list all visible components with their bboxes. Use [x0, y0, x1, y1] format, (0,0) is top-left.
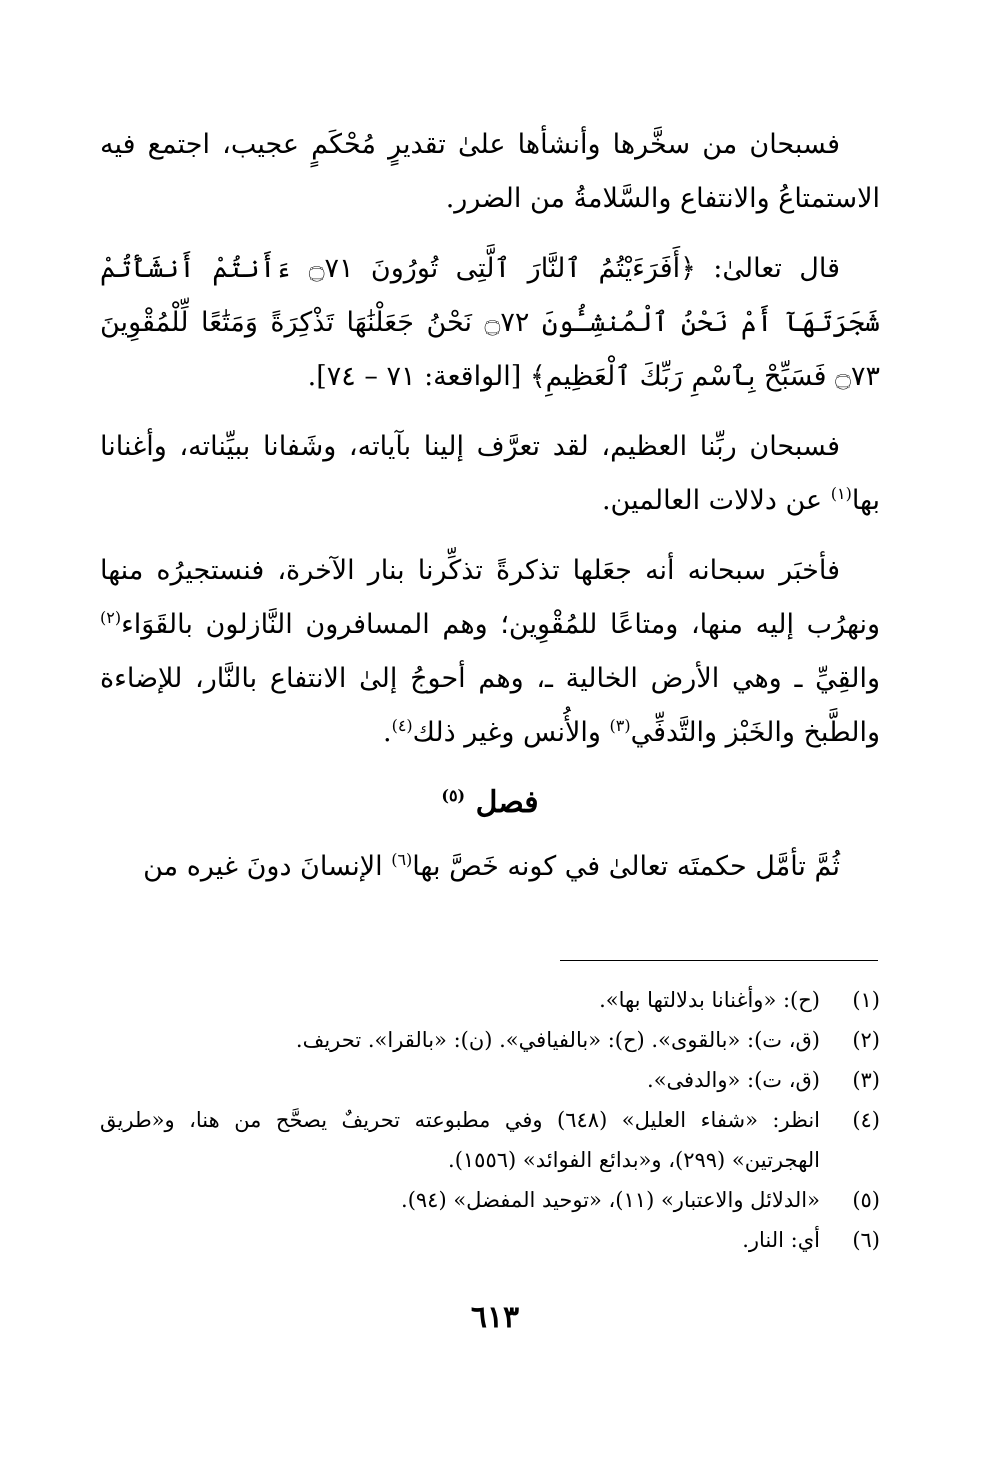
- paragraph: [100, 840, 880, 894]
- quran-quote-paragraph: [100, 242, 880, 404]
- footnote-number: (٥): [852, 1188, 880, 1212]
- paragraph: [100, 544, 880, 760]
- footnote-number: (٣): [852, 1068, 880, 1092]
- footnote-number: (٢): [852, 1028, 880, 1052]
- footnote-marker[interactable]: (٥): [441, 786, 466, 805]
- footnote-text: (ق، ت): «بالقوى». (ح): «بالفيافي». (ن): «بالقرا». تحريف.: [295, 1028, 820, 1052]
- footnote-text: أي: النار.: [742, 1228, 820, 1252]
- footnote-marker[interactable]: (١): [830, 484, 852, 503]
- paragraph: [100, 118, 880, 226]
- paragraph-text: والقِيِّ ـ وهي الأرض الخالية ـ، وهم أحوجُ إلىٰ الانتفاع بالنَّار، للإضاءة والطَّبخ والخَبْز والتَّدفِّي: [100, 663, 880, 748]
- paragraph: [100, 420, 880, 528]
- footnote-marker[interactable]: (٢): [100, 608, 122, 627]
- paragraph-text: فسبحان ربِّنا العظيم، لقد تعرَّف إلينا بآياته، وشَفانا ببيِّناته، وأغنانا بها: [100, 431, 880, 516]
- paragraph-text: الإنسانَ دونَ غيره من: [143, 851, 392, 882]
- paragraph-text: فسبحان من سخَّرها وأنشأها علىٰ تقديرٍ مُحْكَمٍ عجيب، اجتمع فيه الاستمتاعُ والانتفاع والسَّلامةُ من الضرر.: [100, 129, 880, 214]
- footnote-marker[interactable]: (٦): [391, 850, 413, 869]
- paragraph-text: فأخبَر سبحانه أنه جعَلها تذكرةً تذكِّرنا بنار الآخرة، فنستجيرُه منها ونهرُب إليه منها، ومتاعًا للمُقْوِين؛ وهم المسافرون النَّازلون بالقَوَاء: [100, 555, 880, 640]
- footnote-number: (٤): [852, 1108, 880, 1132]
- paragraph-text: عن دلالات العالمين.: [601, 485, 831, 516]
- section-heading: [100, 776, 880, 830]
- footnote-separator: [560, 960, 878, 961]
- footnote-text: «الدلائل والاعتبار» (١١)، «توحيد المفضل» (٩٤).: [401, 1188, 820, 1212]
- footnote-item: [100, 1060, 880, 1100]
- paragraph-text: ثُمَّ تأمَّل حكمتَه تعالىٰ في كونه خَصَّ بها: [412, 851, 840, 882]
- paragraph-text: .: [382, 717, 392, 748]
- footnote-item: [100, 1100, 880, 1180]
- footnotes: [100, 980, 880, 1260]
- page-number: ٦١٣: [470, 1300, 520, 1335]
- paragraph-text: قال تعالىٰ: ﴿أَفَرَءَيْتُمُ ٱلنَّارَ ٱلَّتِى تُورُونَ ۝٧١ ءَأَنتُمْ أَنشَأْتُمْ شَجَرَتَهَآ أَمْ نَحْنُ ٱلْمُنشِـُٔونَ ۝٧٢ نَحْنُ جَعَلْنَٰهَا تَذْكِرَةً وَمَتَٰعًا لِّلْمُقْوِينَ ۝٧٣ فَسَبِّحْ بِٱسْمِ رَبِّكَ ٱلْعَظِيمِ﴾ [الواقعة: ٧١ – ٧٤].: [100, 253, 880, 392]
- footnote-text: انظر: «شفاء العليل» (٦٤٨) وفي مطبوعته تحريفٌ يصحَّح من هنا، و«طريق الهجرتين» (٢٩٩)، و«بدائع الفوائد» (١٥٥٦).: [100, 1108, 820, 1172]
- footnote-marker[interactable]: (٣): [609, 716, 631, 735]
- footnote-text: (ح): «وأغنانا بدلالتها بها».: [599, 988, 820, 1012]
- footnote-item: [100, 980, 880, 1020]
- heading-text: فصل: [475, 785, 539, 820]
- footnote-number: (٦): [852, 1228, 880, 1252]
- footnote-item: [100, 1220, 880, 1260]
- footnote-text: (ق، ت): «والدفى».: [647, 1068, 820, 1092]
- paragraph-text: والأُنس وغير ذلك: [412, 717, 610, 748]
- footnote-item: [100, 1180, 880, 1220]
- main-text: [100, 118, 880, 910]
- footnote-item: [100, 1020, 880, 1060]
- footnote-marker[interactable]: (٤): [391, 716, 413, 735]
- footnote-number: (١): [852, 988, 880, 1012]
